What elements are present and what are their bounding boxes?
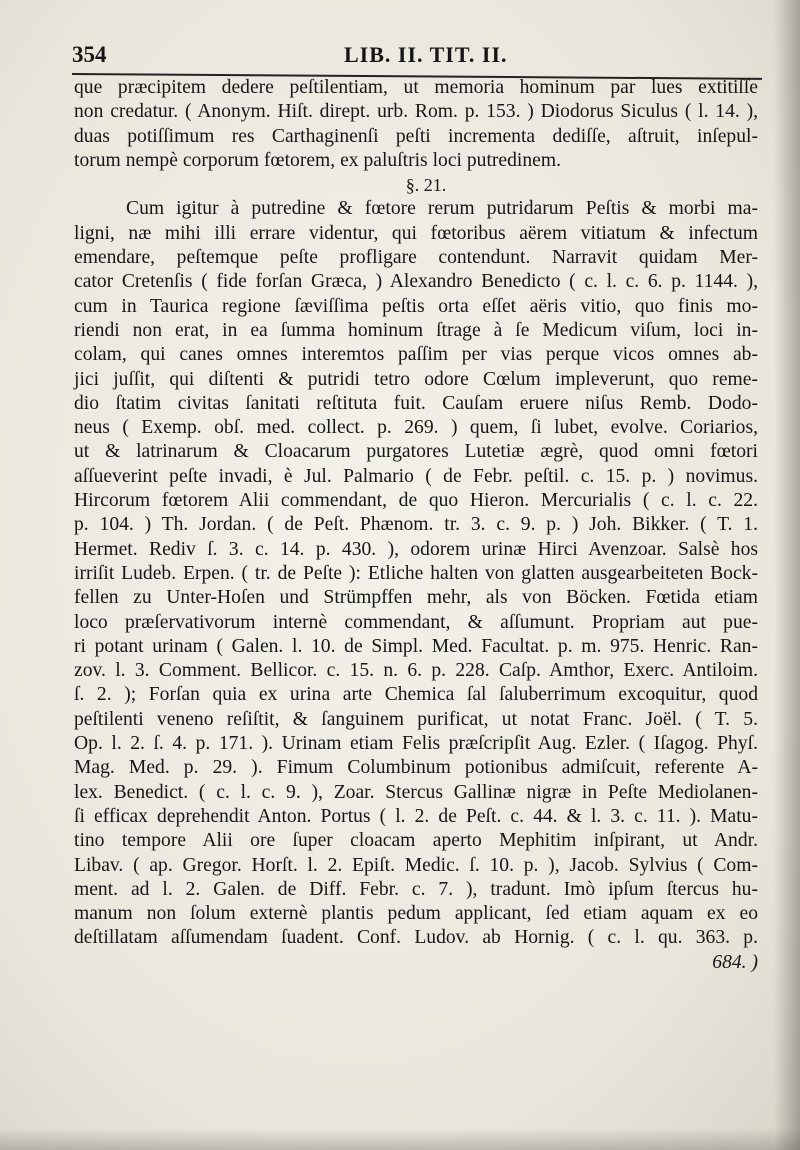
text-line: neus ( Exemp. obſ. med. collect. p. 269. ) quem, ſi lubet, evolve. Coriarios, <box>74 417 758 439</box>
text-line: Hircorum fœtorem Alii commendant, de quo Hieron. Mercurialis ( c. l. c. 22. <box>74 490 758 512</box>
text-line: colam, qui canes omnes interemtos paſſim per vias perque vicos omnes ab- <box>74 344 758 366</box>
text-line: irriſit Ludeb. Erpen. ( tr. de Peſte ): Etliche halten von glatten ausgearbeiteten Bock- <box>74 562 758 584</box>
text-line: manum non ſolum externè plantis pedum applicant, ſed etiam aquam ex eo <box>74 903 758 925</box>
page-header <box>72 42 752 74</box>
text-line: cum in Taurica regione ſæviſſima peſtis orta eſſet aëris vitio, quo finis mo- <box>74 295 758 317</box>
text-line: loco præſervativorum internè commendant, & aſſumunt. Propriam aut pue- <box>74 611 758 633</box>
text-line: p. 104. ) Th. Jordan. ( de Peſt. Phænom. tr. 3. c. 9. p. ) Joh. Bikker. ( T. 1. <box>74 514 758 536</box>
text-line: Mag. Med. p. 29. ). Fimum Columbinum potionibus admiſcuit, referente A- <box>74 757 758 779</box>
text-line: non credatur. ( Anonym. Hiſt. dirept. urb. Rom. p. 153. ) Diodorus Siculus ( l. 14. ), <box>74 101 758 123</box>
text-line: Op. l. 2. ſ. 4. p. 171. ). Urinam etiam Felis præſcripſit Aug. Ezler. ( Iſagog. Phyſ. <box>74 733 758 755</box>
text-line: ſ. 2. ); Forſan quia ex urina arte Chemica ſal ſaluberrimum excoquitur, quod <box>74 684 758 706</box>
text-line: fellen zu Unter-Hoſen und Strümpffen mehr, als von Böcken. Fœtida etiam <box>74 587 758 609</box>
text-line: 684. ) <box>712 951 758 973</box>
page-edge-shadow <box>774 0 800 1150</box>
text-line: zov. l. 3. Comment. Bellicor. c. 15. n. 6. p. 228. Caſp. Amthor, Exerc. Antiloim. <box>74 660 758 682</box>
text-line: ligni, næ mihi illi errare videntur, qui fœtoribus aërem vitiatum & infectum <box>74 222 758 244</box>
text-line: deſtillatam aſſumendam ſuadent. Conf. Ludov. ab Hornig. ( c. l. qu. 363. p. <box>74 927 758 949</box>
text-line: ment. ad l. 2. Galen. de Diff. Febr. c. 7. ), tradunt. Imò ipſum ſtercus hu- <box>74 878 758 900</box>
text-line: que præcipitem dedere peſtilentiam, ut memoria hominum par lues extitiſſe <box>74 77 758 98</box>
page-number: 354 <box>72 42 107 67</box>
text-line: torum nempè corporum fœtorem, ex paluſtris loci putredinem. <box>74 149 561 171</box>
text-line: cator Cretenſis ( fide forſan Græca, ) Alexandro Benedicto ( c. l. c. 6. p. 1144. ), <box>74 271 758 293</box>
text-line: jici juſſit, qui diſtenti & putridi tetro odore Cœlum impleverunt, quo reme- <box>74 368 758 390</box>
text-line: ſi efficax deprehendit Anton. Portus ( l. 2. de Peſt. c. 44. & l. 3. c. 11. ). Matu- <box>74 805 758 827</box>
running-head: LIB. II. TIT. II. <box>344 42 508 67</box>
text-line: Cum igitur à putredine & fœtore rerum putridarum Peſtis & morbi ma- <box>126 198 758 220</box>
text-line: duas potiſſimum res Carthaginenſi peſti incrementa dediſſe, aſtruit, inſepul- <box>74 125 758 147</box>
page-body <box>74 76 758 975</box>
text-line: ut & latrinarum & Cloacarum purgatores Lutetiæ ægrè, quod omni fœtori <box>74 441 758 463</box>
text-line: Libav. ( ap. Gregor. Horſt. l. 2. Epiſt. Medic. ſ. 10. p. ), Jacob. Sylvius ( Com- <box>74 854 758 876</box>
text-line: peſtilenti veneno reſiſtit, & ſanguinem purificat, ut notat Franc. Joël. ( T. 5. <box>74 708 758 730</box>
text-line: riendi non erat, in ea ſumma hominum ſtrage à ſe Medicum viſum, loci in- <box>74 319 758 341</box>
text-line: ri potant urinam ( Galen. l. 10. de Simpl. Med. Facultat. p. m. 975. Henric. Ran- <box>74 635 758 657</box>
section-heading: §. 21. <box>405 175 447 196</box>
text-line: lex. Benedict. ( c. l. c. 9. ), Zoar. Stercus Gallinæ nigræ in Peſte Mediolanen- <box>74 781 758 803</box>
text-line: tino tempore Alii ore ſuper cloacam aperto Mephitim inſpirant, ut Andr. <box>74 830 758 852</box>
text-line: emendare, peſtemque peſte profligare contendunt. Narravit quidam Mer- <box>74 247 758 269</box>
text-line: aſſueverint peſte invadi, è Jul. Palmario ( de Febr. peſtil. c. 15. p. ) novimus. <box>74 465 758 487</box>
text-line: Hermet. Rediv ſ. 3. c. 14. p. 430. ), odorem urinæ Hirci Avenzoar. Salsè hos <box>74 538 758 560</box>
text-line: dio ſtatim civitas ſanitati reſtituta fuit. Cauſam eruere niſus Remb. Dodo- <box>74 392 758 414</box>
page-bottom-shadow <box>0 1128 800 1150</box>
